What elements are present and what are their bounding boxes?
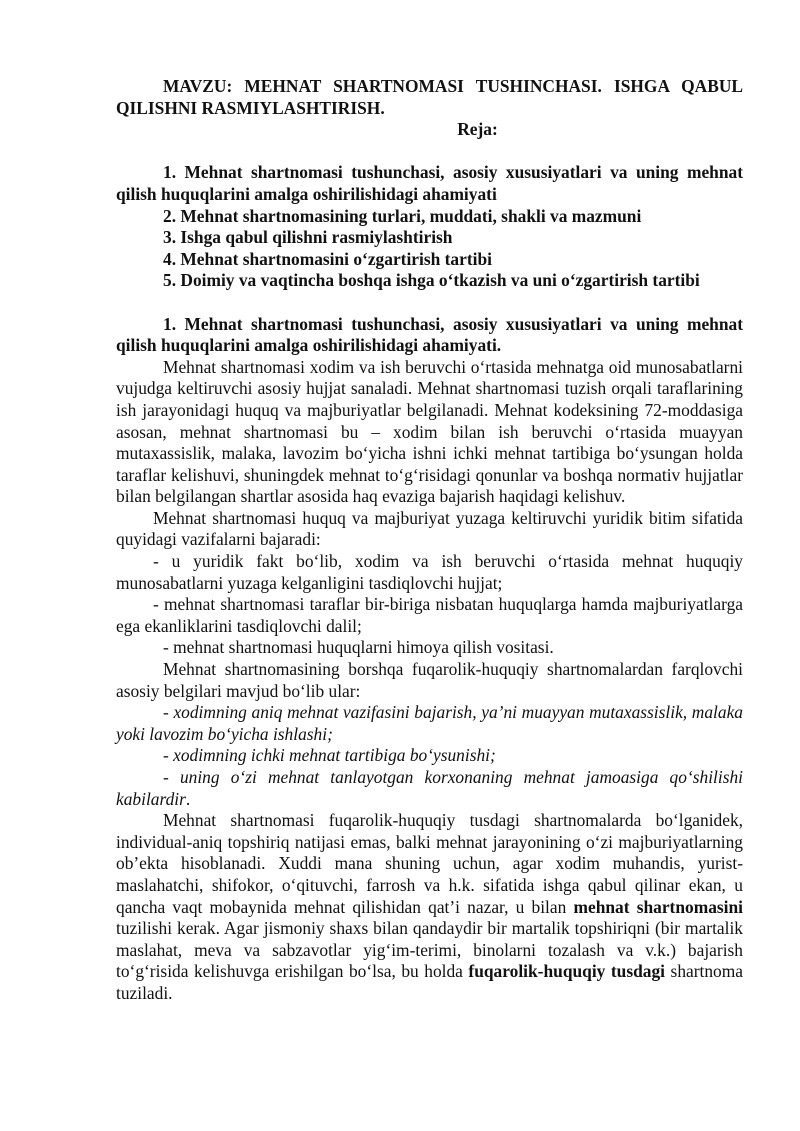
list-item: - mehnat shartnomasi huquqlarni himoya qilish vositasi.	[163, 637, 554, 658]
text-run: Mehnat shartnomasi fuqarolik-huquqiy tusdagi shartnomalarda bo‘lganidek, individual-aniq topshiriq natijasi emas, balki mehnat jarayonining o‘zi majburiyatlarning ob’ekta hisoblanadi. Xuddi mana shuning uchun, agar xodim muhandis, yurist-maslahatchi, shifokor, o‘qituvchi, farrosh va h.k. sifatida ishga qabul qilinar ekan, u qancha vaqt mobaynida mehnat qilishidan qat’i nazar, u bilan	[116, 810, 743, 917]
italic-item: - xodimning aniq mehnat vazifasini bajarish, ya’ni muayyan mutaxassislik, malaka yoki lavozim bo‘yicha ishlashi;	[116, 702, 743, 744]
plan-label: Reja:	[457, 119, 498, 140]
spacer	[116, 141, 743, 163]
italic-tail: .	[185, 788, 191, 809]
plan-item: 1. Mehnat shartnomasi tushunchasi, asosiy xususiyatlari va uning mehnat qilish huquqlarini amalga oshirilishidagi ahamiyati	[116, 162, 743, 204]
bold-term: fuqarolik-huquqiy tusdagi	[468, 961, 666, 982]
text-run: shartnoma tuziladi.	[116, 961, 744, 1003]
list-item: - u yuridik fakt bo‘lib, xodim va ish beruvchi o‘rtasida mehnat huquqiy munosabatlarni yuzaga kelganligini tasdiqlovchi hujjat;	[116, 551, 743, 593]
plan-item: 3. Ishga qabul qilishni rasmiylashtirish	[163, 227, 453, 248]
body-paragraph	[116, 810, 743, 1004]
bold-term: mehnat shartnomasini	[573, 896, 743, 917]
body-paragraph: Mehnat shartnomasi huquq va majburiyat yuzaga keltiruvchi yuridik bitim sifatida quyidagi vazifalarni bajaradi:	[116, 507, 743, 550]
plan-item: 4. Mehnat shartnomasini o‘zgartirish tartibi	[163, 248, 492, 269]
body-paragraph: Mehnat shartnomasining borshqa fuqarolik-huquqiy shartnomalardan farqlovchi asosiy belgilari mavjud bo‘lib ular:	[116, 659, 743, 701]
italic-item-with-tail	[116, 767, 743, 810]
italic-text: - uning o‘zi mehnat tanlayotgan korxonaning mehnat jamoasiga qo‘shilishi kabilardir	[116, 767, 743, 809]
plan-item: 2. Mehnat shartnomasining turlari, muddati, shakli va mazmuni	[163, 205, 642, 226]
section-heading: 1. Mehnat shartnomasi tushunchasi, asosiy xususiyatlari va uning mehnat qilish huquqlarini amalga oshirilishidagi ahamiyati.	[116, 313, 743, 356]
body-paragraph: Mehnat shartnomasi xodim va ish beruvchi o‘rtasida mehnatga oid munosabatlarni vujudga keltiruvchi asosiy hujjat sanaladi. Mehnat shartnomasi tuzish orqali taraflarining ish jarayonidagi huquq va majburiyatlar belgilanadi. Mehnat kodeksining 72-moddasiga asosan, mehnat shartnomasi bu – xodim bilan ish beruvchi o‘rtasida muayyan mutaxassislik, malaka, lavozim bo‘yicha ishni ichki mehnat tartibiga bo‘ysungan holda taraflar kelishuvi, shuningdek mehnat to‘g‘risidagi qonunlar va boshqa normativ hujjatlar bilan belgilangan shartlar asosida haq evaziga bajarish haqidagi kelishuv.	[116, 356, 743, 507]
document-title: MAVZU: MEHNAT SHARTNOMASI TUSHINCHASI. ISHGA QABUL QILISHNI RASMIYLASHTIRISH.	[116, 76, 743, 118]
spacer	[116, 292, 743, 314]
document-page	[116, 76, 743, 1005]
list-item: - mehnat shartnomasi taraflar bir-biriga nisbatan huquqlarga hamda majburiyatlarga ega ekanliklarini tasdiqlovchi dalil;	[116, 594, 743, 636]
plan-item: 5. Doimiy va vaqtincha boshqa ishga o‘tkazish va uni o‘zgartirish tartibi	[163, 270, 700, 291]
italic-item: - xodimning ichki mehnat tartibiga bo‘ysunishi;	[163, 745, 496, 766]
text-run: tuzilishi kerak. Agar jismoniy shaxs bilan qandaydir bir martalik topshiriqni (bir martalik maslahat, meva va sabzavotlar yig‘im-terimi, binolarni tozalash va v.k.) bajarish to‘g‘risida kelishuvga erishilgan bo‘lsa, bu holda	[116, 918, 743, 982]
